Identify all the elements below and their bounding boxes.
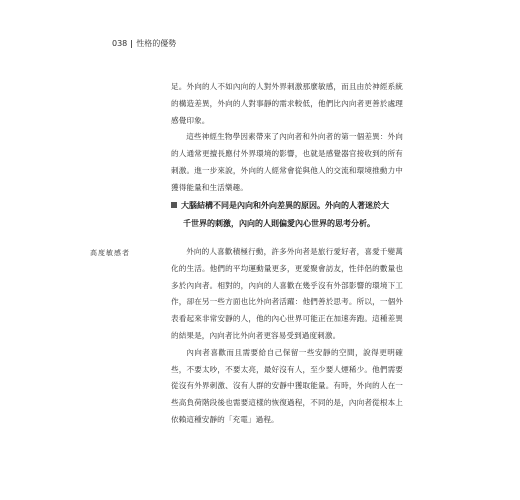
key-point-line-2: 千世界的刺激，內向的人則偏愛內心世界的思考分析。 xyxy=(183,218,375,228)
book-title: 性格的優勢 xyxy=(136,39,177,48)
body-section-2 xyxy=(171,244,403,429)
margin-note: 高度敏感者 xyxy=(90,249,130,257)
running-header xyxy=(112,38,176,49)
paragraph-neurobiology: 這些神經生物學因素帶來了內向者和外向者的第一個差異：外向的人通常更擅長應付外界環境的影響，也就是感覺器官接收到的所有刺激。進一步來說，外向的人經常會從與他人的交流和環境推動力中獲得能量和生活樂趣。 xyxy=(171,132,403,192)
paragraph-introverts-quiet: 內向者喜歡而且需要給自己保留一些安靜的空間，說得更明確些，不要太吵，不要太亮，最好沒有人，至少要人煙稀少。他們需要從沒有外界刺激、沒有人群的安靜中獲取能量。有時，外向的人在一些高負荷階段後也需要這樣的恢復過程，不同的是，內向者從根本上依賴這種安靜的「充電」過程。 xyxy=(171,347,403,424)
paragraph-continuation: 足。外向的人不如內向的人對外界刺激那麼敏感，而且由於神經系統的構造差異，外向的人對事靜的需求較低，他們比內向者更善於處理感覺印象。 xyxy=(171,82,403,125)
paragraph-extroverts-active: 外向的人喜歡積極行動，許多外向者是旅行愛好者，喜愛千變萬化的生活。他們的平均運動量更多，更愛聚會訪友，性伴侶的數量也多於內向者。相對的，內向的人喜歡在幾乎沒有外部影響的環境下工作，卻在另一些方面也比外向者活躍：他們善於思考。所以，一個外表看起來非常安靜的人，他的內心世界可能正在加速奔跑。這種差異的結果是，內向者比外向者更容易受到過度刺激。 xyxy=(171,247,403,340)
page-number: 038 xyxy=(112,39,128,48)
body-section-1 xyxy=(171,79,403,197)
key-point-line-1: 大腦結構不同是內向和外向差異的原因。外向的人著迷於大 xyxy=(181,201,389,210)
square-bullet-icon xyxy=(171,202,177,208)
header-divider xyxy=(131,40,132,48)
key-point-heading xyxy=(171,197,403,232)
